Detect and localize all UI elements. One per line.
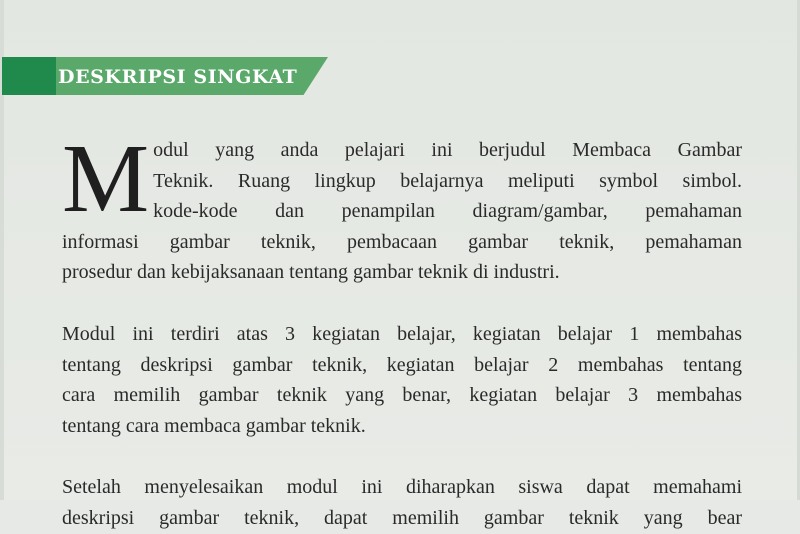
- paragraph-activities: [62, 319, 742, 441]
- text-line: kode-kode dan penampilan diagram/gambar, pemahaman: [153, 200, 742, 223]
- text-line: Teknik. Ruang lingkup belajarnya meliputi symbol simbol.: [153, 169, 742, 192]
- paragraph-intro: [62, 125, 742, 288]
- text-line: cara memilih gambar teknik yang benar, kegiatan belajar 3 membahas: [62, 384, 742, 407]
- text-line: prosedur dan kebijaksanaan tentang gambar teknik di industri.: [62, 261, 560, 284]
- section-title: DESKRIPSI SINGKAT: [58, 66, 298, 88]
- text-line: tentang deskripsi gambar teknik, kegiatan belajar 2 membahas tentang: [62, 353, 742, 376]
- document-body: [62, 125, 742, 534]
- text-line: informasi gambar teknik, pembacaan gambar teknik, pemahaman: [62, 230, 742, 253]
- text-line: tentang cara membaca gambar teknik.: [62, 414, 366, 437]
- text-line: Setelah menyelesaikan modul ini diharapkan siswa dapat memahami: [62, 476, 742, 499]
- drop-cap-letter: M: [62, 125, 150, 233]
- text-line: Modul ini terdiri atas 3 kegiatan belajar, kegiatan belajar 1 membahas: [62, 322, 742, 345]
- text-line: odul yang anda pelajari ini berjudul Membaca Gambar: [153, 139, 742, 161]
- text-line: deskripsi gambar teknik, dapat memilih gambar teknik yang bear: [62, 506, 742, 529]
- paragraph-objectives: [62, 472, 742, 533]
- section-header-banner: [0, 57, 330, 95]
- banner-accent-block: [2, 57, 56, 95]
